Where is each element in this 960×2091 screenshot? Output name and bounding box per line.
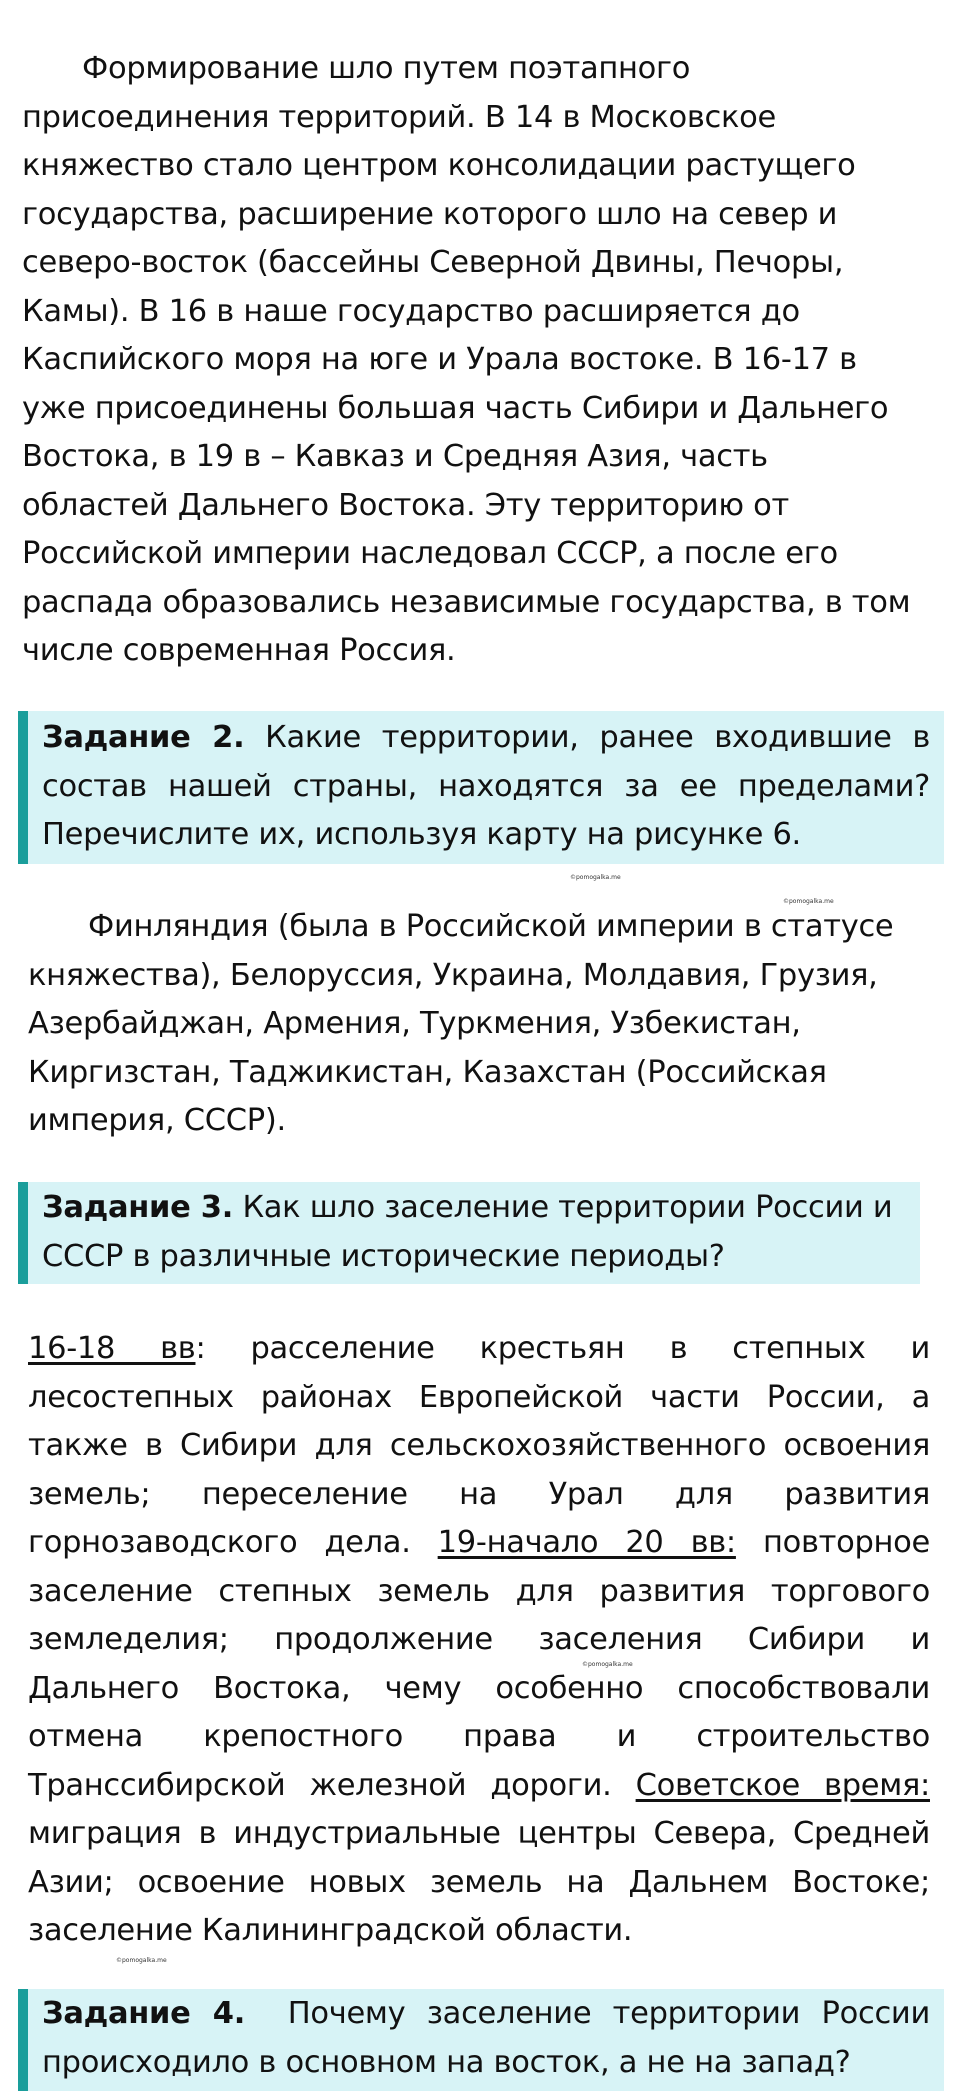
watermark: ©pomogalka.me bbox=[783, 898, 834, 905]
watermark: ©pomogalka.me bbox=[570, 874, 621, 881]
period-label-1: 16-18 вв bbox=[28, 1331, 196, 1366]
answer-paragraph-3 bbox=[28, 1325, 930, 1956]
answer-paragraph-1: Формирование шло путем поэтапного присоединения территорий. В 14 в Московское княжество стало центром консолидации растущего государства, расширение которого шло на север и северо-восток (бассейны Северной Двины, Печоры, Камы). В 16 в наше государство расширяется до Каспийского моря на юге и Урала востоке. В 16-17 в уже присоединены большая часть Сибири и Дальнего Востока, в 19 в – Кавказ и Средняя Азия, часть областей Дальнего Востока. Эту территорию от Российской империи наследовал СССР, а после его распада образовались независимые государства, в том числе современная Россия. bbox=[22, 51, 911, 668]
answer-paragraph-2: Финляндия (была в Российской империи в статусе княжества), Белоруссия, Украина, Молдавия, Грузия, Азербайджан, Армения, Туркмения, Узбекистан, Киргизстан, Таджикистан, Казахстан (Российская империя, СССР). bbox=[28, 909, 894, 1138]
task-3-box bbox=[18, 1182, 920, 1284]
period-text-3: миграция в индустриальные центры Севера, Средней Азии; освоение новых земель на Дальнем Востоке; заселение Калининградской области. bbox=[28, 1816, 930, 1948]
task-4-box bbox=[18, 1989, 944, 2091]
task-2-label: Задание 2. bbox=[42, 720, 245, 755]
watermark: ©pomogalka.me bbox=[582, 1661, 633, 1668]
task-2-text: Какие территории, ранее входившие в состав нашей страны, находятся за ее пределами? Перечислите их, используя карту на рисунке 6. bbox=[42, 720, 930, 852]
period-label-3: Советское время: bbox=[635, 1767, 930, 1803]
task-4-label: Задание 4. bbox=[42, 1996, 245, 2031]
task-3-label: Задание 3. bbox=[42, 1190, 234, 1225]
period-label-2: 19-начало 20 вв: bbox=[437, 1525, 736, 1560]
task-4-text: Почему заселение территории России происходило в основном на восток, а не на запад? bbox=[42, 1996, 930, 2080]
period-text-2: повторное заселение степных земель для развития торгового земледелия; продолжение заселения Сибири и Дальнего Востока, чему особенно способствовали отмена крепостного права и строительство Транссибирской железной дороги. bbox=[28, 1525, 930, 1803]
task-2-box bbox=[18, 711, 944, 864]
task-3-text: Как шло заселение территории России и СССР в различные исторические периоды? bbox=[42, 1190, 893, 1274]
watermark: ©pomogalka.me bbox=[116, 1957, 167, 1964]
period-text-1: : расселение крестьян в степных и лесостепных районах Европейской части России, а также в Сибири для сельскохозяйственного освоения земель; переселение на Урал для развития горнозаводского дела. bbox=[28, 1331, 930, 1560]
